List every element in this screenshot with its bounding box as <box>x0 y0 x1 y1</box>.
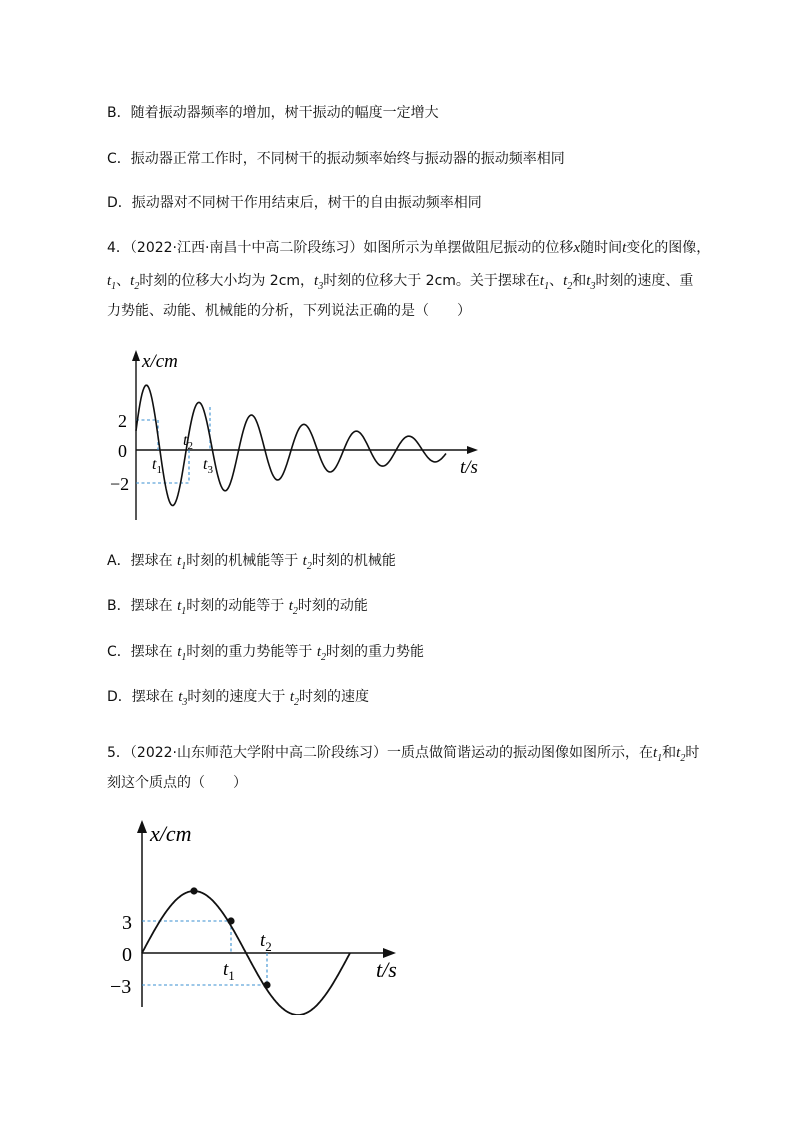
q5-point-t1 <box>227 917 234 924</box>
q5-stem-text: 和 <box>662 745 677 761</box>
q4-option-d <box>107 687 369 713</box>
q5-shm-graph <box>110 815 410 1015</box>
sub-2: 2 <box>292 605 298 617</box>
var-t1: t <box>177 644 182 660</box>
var-t1: t <box>652 745 658 761</box>
var-t2: t <box>563 273 568 289</box>
var-t2: t <box>302 553 307 569</box>
q4-option-c <box>107 642 424 668</box>
q5-stem-line1 <box>107 743 699 769</box>
var-t2: t <box>289 689 295 705</box>
var-t2: t <box>676 745 681 761</box>
q4-sep: 、 <box>116 273 131 289</box>
sub-1: 1 <box>544 280 550 292</box>
q4-guides <box>136 407 210 483</box>
sub-2: 2 <box>134 280 140 292</box>
q5-tick-0: 0 <box>122 944 132 966</box>
q4-option-text: 时刻的重力势能 <box>326 644 425 660</box>
sub-2: 2 <box>567 280 573 292</box>
q4-option-text: B．摆球在 <box>107 598 173 614</box>
q4-stem-text: 时刻的位移大小均为 2cm， <box>139 273 315 289</box>
q3-option-c: C．振动器正常工作时，不同树干的振动频率始终与振动器的振动频率相同 <box>107 151 565 167</box>
sub-1: 1 <box>111 280 117 292</box>
q4-stem-text: 随时间 <box>580 240 623 256</box>
q4-tick-neg2: −2 <box>110 474 130 494</box>
var-t3: t <box>314 273 319 289</box>
var-t1: t <box>177 598 182 614</box>
q4-option-text: 时刻的动能 <box>297 598 368 614</box>
var-t2: t <box>130 273 135 289</box>
q4-t1-label: $t_1$ <box>152 456 162 476</box>
sub-2: 2 <box>680 752 686 764</box>
q4-stem-text: 时刻的位移大于 2cm。关于摆球在 <box>323 273 540 289</box>
q5-point-t2 <box>263 981 270 988</box>
q5-stem-text: 5．（2022·山东师范大学附中高二阶段练习）一质点做简谐运动的振动图像如图所示，在 <box>107 745 653 761</box>
var-t: t <box>622 240 627 256</box>
sub-1: 1 <box>181 605 187 617</box>
q4-tick-2: 2 <box>118 411 127 431</box>
q5-x-label: t/s <box>376 957 397 982</box>
q4-t3-label: $t_3$ <box>203 456 213 476</box>
q5-stem-text: 时 <box>685 745 700 761</box>
q4-option-text: 时刻的速度大于 <box>187 689 286 705</box>
q4-y-axis-arrow <box>132 350 140 361</box>
q4-stem-text: 变化的图像， <box>626 240 711 256</box>
q4-stem-line3: 力势能、动能、机械能的分析，下列说法正确的是（ ） <box>107 303 471 319</box>
q3-option-d: D．振动器对不同树干作用结束后，树干的自由振动频率相同 <box>107 195 482 211</box>
var-t3: t <box>178 689 183 705</box>
q5-tick-3: 3 <box>122 912 132 934</box>
sub-3: 3 <box>318 280 324 292</box>
q4-option-text: 时刻的机械能等于 <box>186 553 299 569</box>
q4-option-text: 时刻的重力势能等于 <box>186 644 313 660</box>
sub-2: 2 <box>294 696 300 708</box>
q4-stem-text: 4．（2022·江西·南昌十中高二阶段练习）如图所示为单摆做阻尼振动的位移 <box>107 240 574 256</box>
sub-3: 3 <box>182 696 188 708</box>
q5-t1-label: $t_1$ <box>223 959 235 983</box>
q4-option-text: 时刻的速度 <box>299 689 370 705</box>
q3-option-b: B．随着振动器频率的增加，树干振动的幅度一定增大 <box>107 105 439 121</box>
sub-2: 2 <box>306 560 312 572</box>
q4-x-axis-arrow <box>467 446 478 454</box>
q4-stem-text: 和 <box>572 273 587 289</box>
var-t1: t <box>177 553 182 569</box>
var-x: x <box>573 240 581 256</box>
sub-1: 1 <box>181 560 187 572</box>
q5-tick-neg3: −3 <box>110 976 132 998</box>
q4-stem-text: 时刻的速度、重 <box>595 273 694 289</box>
q4-damped-oscillation-graph <box>110 345 490 525</box>
q4-option-text: D．摆球在 <box>107 689 174 705</box>
q4-option-b <box>107 596 368 622</box>
q5-y-label: x/cm <box>150 821 192 846</box>
sub-2: 2 <box>321 651 327 663</box>
q5-y-axis-arrow <box>137 820 147 833</box>
var-t1: t <box>539 273 545 289</box>
q5-stem-line2: 刻这个质点的（ ） <box>107 775 247 791</box>
q4-tick-0: 0 <box>118 441 127 461</box>
sub-1: 1 <box>657 752 663 764</box>
sub-3: 3 <box>590 280 596 292</box>
q4-y-label: x/cm <box>142 351 178 372</box>
q4-x-label: t/s <box>460 457 478 478</box>
q4-option-text: 时刻的动能等于 <box>186 598 285 614</box>
var-t2: t <box>316 644 322 660</box>
q5-point-peak <box>190 887 197 894</box>
q4-sep: 、 <box>549 273 564 289</box>
q4-t2-label: $t_2$ <box>183 432 193 452</box>
q4-option-text: C．摆球在 <box>107 644 173 660</box>
q4-stem-line1 <box>107 238 710 258</box>
q4-option-a <box>107 551 396 577</box>
var-t3: t <box>586 273 591 289</box>
sub-1: 1 <box>181 651 187 663</box>
q4-option-text: 时刻的机械能 <box>311 553 396 569</box>
q4-option-text: A．摆球在 <box>107 553 173 569</box>
q5-t2-label: $t_2$ <box>260 930 272 954</box>
q4-stem-line2 <box>107 271 693 297</box>
var-t2: t <box>288 598 293 614</box>
var-t1: t <box>107 273 112 289</box>
